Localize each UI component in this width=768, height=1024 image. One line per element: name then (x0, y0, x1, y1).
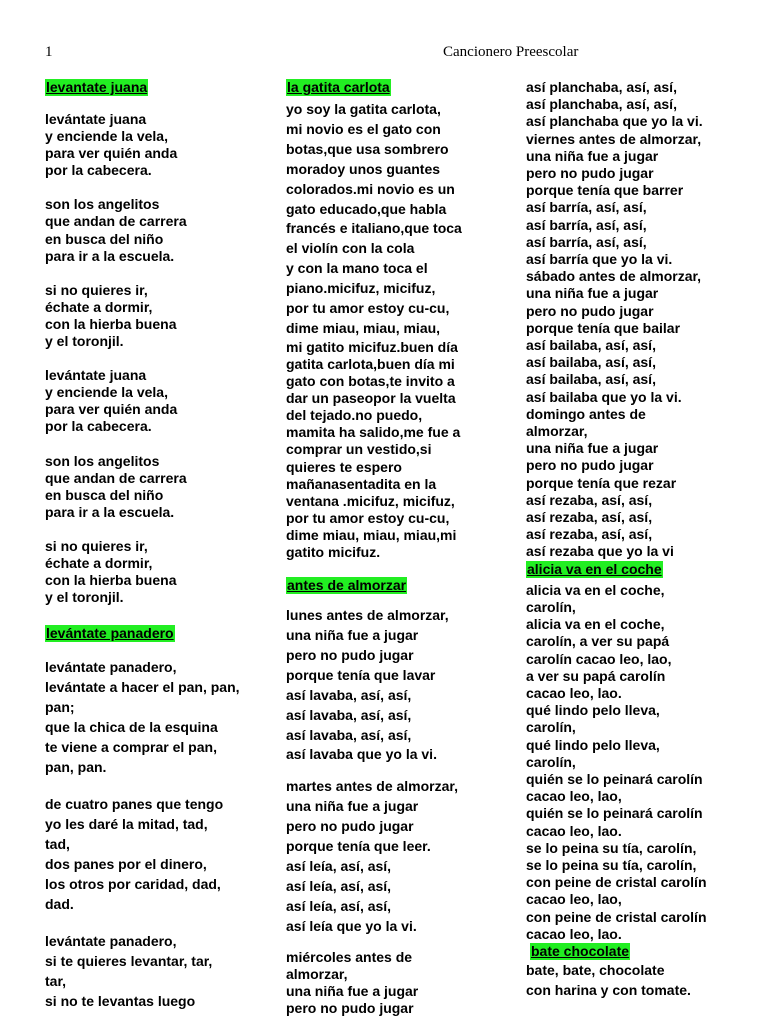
song-title: bate chocolate (531, 942, 630, 959)
lyric-line: mi novio es el gato con (286, 120, 441, 137)
lyric-line: así bailaba que yo la vi. (526, 388, 682, 405)
lyric-line: en busca del niño (45, 486, 164, 503)
stanza (45, 367, 273, 435)
lyric-line: así rezaba, así, así, (526, 509, 653, 526)
stanza (45, 453, 273, 521)
lyric-line: pero no pudo jugar (286, 999, 414, 1016)
lyric-line: francés e italiano,que toca (286, 220, 462, 237)
column-2 (286, 79, 486, 1017)
song-title: alicia va en el coche (527, 560, 662, 577)
lyric-line: porque tenía que rezar (526, 474, 677, 491)
lyric-line: quién se lo peinará carolín (526, 770, 703, 787)
lyric-line: si no quieres ir, (45, 281, 148, 298)
lyric-line: mi gatito micifuz.buen día (286, 338, 458, 355)
page-number: 1 (45, 44, 53, 60)
lyric-line: alicia va en el coche, (526, 581, 665, 598)
column-1 (45, 79, 273, 1011)
stanza (45, 657, 273, 777)
stanza (286, 949, 486, 1017)
lyric-line: una niña fue a jugar (286, 627, 419, 643)
song-la-gatita-carlota (286, 79, 486, 561)
lyric-line: qué lindo pelo lleva, (526, 702, 660, 719)
lyric-line: así barría, así, así, (526, 199, 647, 216)
lyric-line: son los angelitos (45, 196, 160, 213)
lyric-line: porque tenía que leer. (286, 838, 431, 855)
lyric-line: dos panes por el dinero, (45, 856, 207, 873)
lyric-line: yo les daré la mitad, tad, (45, 816, 208, 833)
lyric-line: que la chica de la esquina (45, 719, 218, 736)
page-title: Cancionero Preescolar (443, 44, 579, 60)
lyric-line: así lavaba, así, así, (286, 726, 412, 743)
lyric-line: cacao leo, lao. (526, 684, 622, 701)
lyric-line: con la hierba buena (45, 572, 177, 589)
lyric-line: así lavaba, así, así, (286, 686, 412, 703)
lyric-line: gato educado,que habla (286, 200, 447, 217)
lyric-line: almorzar, (526, 423, 588, 440)
stanza (45, 282, 273, 350)
lyric-line: pan; (45, 699, 75, 716)
lyric-line: y el toronjil. (45, 589, 124, 606)
lyric-line: en busca del niño (45, 230, 164, 247)
lyric-line: a ver su papá carolín (526, 667, 666, 684)
lyric-line: tad, (45, 836, 70, 853)
lyric-line: así lavaba que yo la vi. (286, 746, 437, 763)
lyric-line: gato con botas,te invito a (286, 373, 455, 390)
lyric-line: levántate juana (45, 367, 147, 384)
lyric-line: miércoles antes de (286, 948, 413, 965)
lyric-line: levántate panadero, (45, 933, 177, 950)
lyric-line: así leía, así, así, (286, 877, 392, 894)
lyric-line: pan, pan. (45, 759, 107, 776)
lyric-line: cacao leo, lao, (526, 788, 622, 805)
lyric-line: dad. (45, 896, 74, 913)
lyric-line: pero no pudo jugar (526, 457, 654, 474)
lyric-line: así barría, así, así, (526, 233, 647, 250)
lyric-line: mañanasentadita en la (286, 475, 437, 492)
lyric-line: por la cabecera. (45, 162, 152, 179)
song-title: antes de almorzar (287, 577, 407, 594)
stanza (286, 606, 486, 765)
lyric-line: piano.micifuz, micifuz, (286, 280, 436, 297)
lyric-line: alicia va en el coche, (526, 616, 665, 633)
lyric-line: te viene a comprar el pan, (45, 739, 217, 756)
lyric-line: una niña fue a jugar (286, 982, 419, 999)
song-levantate-juana (45, 79, 273, 606)
lyric-line: bate, bate, chocolate (526, 961, 665, 978)
lyric-line: quién se lo peinará carolín (526, 805, 703, 822)
lyric-line: levántate juana (45, 111, 147, 127)
lyric-line: porque tenía que barrer (526, 182, 684, 199)
lyric-line: viernes antes de almorzar, (526, 130, 702, 147)
lyric-line: así rezaba, así, así, (526, 491, 653, 508)
lyric-line: se lo peina su tía, carolín, (526, 839, 697, 856)
lyric-line: que andan de carrera (45, 469, 187, 486)
lyric-line: échate a dormir, (45, 554, 153, 571)
stanza (45, 931, 273, 1011)
lyric-line: una niña fue a jugar (526, 147, 659, 164)
song-antes-de-almorzar (286, 577, 486, 1017)
lyric-line: por tu amor estoy cu-cu, (286, 509, 450, 526)
lyric-line: con peine de cristal carolín (526, 874, 707, 891)
lyric-line: una niña fue a jugar (286, 798, 419, 815)
song-title: levántate panadero (46, 625, 174, 642)
lyric-line: levántate a hacer el pan, pan, (45, 679, 240, 696)
lyric-line: para ver quién anda (45, 401, 178, 418)
song-title: levantate juana (46, 79, 148, 95)
lyric-line: con peine de cristal carolín (526, 908, 707, 925)
stanza (45, 538, 273, 606)
lyric-line: una niña fue a jugar (526, 440, 659, 457)
stanza (286, 339, 486, 561)
lyric-line: del tejado.no puedo, (286, 407, 423, 424)
lyric-line: pero no pudo jugar (286, 646, 414, 663)
song-alicia-va-en-el-coche (526, 561, 748, 943)
lyric-line: y el toronjil. (45, 333, 124, 350)
stanza (286, 100, 486, 339)
lyric-line: dar un paseopor la vuelta (286, 390, 456, 407)
song-bate-chocolate (526, 943, 748, 1000)
stanza (45, 111, 273, 179)
lyric-line: para ver quién anda (45, 145, 178, 162)
lyric-line: mamita ha salido,me fue a (286, 424, 461, 441)
lyric-line: así leía que yo la vi. (286, 917, 417, 934)
lyric-line: sábado antes de almorzar, (526, 268, 702, 285)
lyric-line: así bailaba, así, así, (526, 337, 656, 354)
lyric-line: levántate panadero, (45, 659, 177, 676)
lyric-line: carolín, (526, 719, 576, 736)
lyric-line: así rezaba, así, así, (526, 526, 653, 543)
lyric-line: así planchaba, así, así, (526, 96, 677, 113)
lyric-line: si no quieres ir, (45, 537, 148, 554)
lyric-line: carolín cacao leo, lao, (526, 650, 672, 667)
lyric-line: si no te levantas luego (45, 993, 196, 1010)
lyric-line: carolín, (526, 753, 576, 770)
lyric-line: dime miau, miau, miau, (286, 319, 441, 336)
lyric-line: comprar un vestido,si (286, 441, 432, 458)
lyric-line: así barría que yo la vi. (526, 251, 673, 268)
lyric-line: el violín con la cola (286, 240, 415, 257)
page-header (0, 44, 768, 64)
lyric-line: para ir a la escuela. (45, 503, 175, 520)
lyric-line: quieres te espero (286, 458, 402, 475)
lyric-line: con harina y con tomate. (526, 981, 691, 998)
lyric-line: se lo peina su tía, carolín, (526, 856, 697, 873)
column-3 (526, 79, 748, 1000)
lyric-line: así rezaba que yo la vi (526, 543, 674, 560)
lyric-line: porque tenía que bailar (526, 319, 681, 336)
lyric-line: tar, (45, 973, 67, 990)
lyric-line: así barría, así, así, (526, 216, 647, 233)
lyric-line: que andan de carrera (45, 213, 187, 230)
stanza (526, 582, 748, 943)
lyric-line: si te quieres levantar, tar, (45, 953, 213, 970)
lyric-line: cacao leo, lao. (526, 822, 622, 839)
lyric-line: así planchaba, así, así, (526, 79, 677, 95)
lyric-line: domingo antes de (526, 405, 646, 422)
lyric-line: así leía, así, así, (286, 857, 392, 874)
lyric-line: échate a dormir, (45, 298, 153, 315)
lyric-line: y enciende la vela, (45, 384, 168, 401)
lyric-line: así leía, así, así, (286, 897, 392, 914)
song-title: la gatita carlota (287, 79, 390, 95)
lyric-line: yo soy la gatita carlota, (286, 101, 441, 117)
lyric-line: con la hierba buena (45, 315, 177, 332)
lyric-line: lunes antes de almorzar, (286, 607, 449, 624)
lyric-line: colorados.mi novio es un (286, 180, 455, 197)
lyric-line: cacao leo, lao, (526, 891, 622, 908)
lyric-line: gatito micifuz. (286, 544, 381, 560)
lyric-line: para ir a la escuela. (45, 247, 175, 264)
lyric-line: así lavaba, así, así, (286, 706, 412, 723)
lyric-line: cacao leo, lao. (526, 925, 622, 942)
lyric-line: pero no pudo jugar (526, 165, 654, 182)
lyric-line: botas,que usa sombrero (286, 140, 449, 157)
lyric-line: son los angelitos (45, 452, 160, 469)
song-continuation (526, 79, 748, 561)
lyric-line: dime miau, miau, miau,mi (286, 526, 457, 543)
stanza (45, 794, 273, 914)
lyric-line: carolín, a ver su papá (526, 633, 670, 650)
stanza (526, 960, 748, 1000)
lyric-line: almorzar, (286, 965, 348, 982)
lyric-line: por la cabecera. (45, 418, 152, 435)
lyric-line: de cuatro panes que tengo (45, 796, 224, 813)
lyric-line: porque tenía que lavar (286, 666, 436, 683)
lyric-line: martes antes de almorzar, (286, 778, 458, 795)
lyric-line: así bailaba, así, así, (526, 371, 656, 388)
lyric-line: por tu amor estoy cu-cu, (286, 300, 450, 317)
lyric-line: así planchaba que yo la vi. (526, 113, 703, 130)
lyric-line: qué lindo pelo lleva, (526, 736, 660, 753)
lyric-line: moradoy unos guantes (286, 160, 441, 177)
lyric-line: carolín, (526, 598, 576, 615)
lyric-line: los otros por caridad, dad, (45, 876, 221, 893)
stanza (45, 196, 273, 264)
lyric-line: y enciende la vela, (45, 128, 168, 145)
lyric-line: así bailaba, así, así, (526, 354, 656, 371)
lyric-line: gatita carlota,buen día mi (286, 355, 455, 372)
lyric-line: ventana .micifuz, micifuz, (286, 492, 455, 509)
lyric-line: pero no pudo jugar (286, 818, 414, 835)
stanza (286, 777, 486, 936)
lyric-line: pero no pudo jugar (526, 302, 654, 319)
song-levantate-panadero (45, 625, 273, 1011)
lyric-line: y con la mano toca el (286, 260, 428, 277)
lyric-line: una niña fue a jugar (526, 285, 659, 302)
